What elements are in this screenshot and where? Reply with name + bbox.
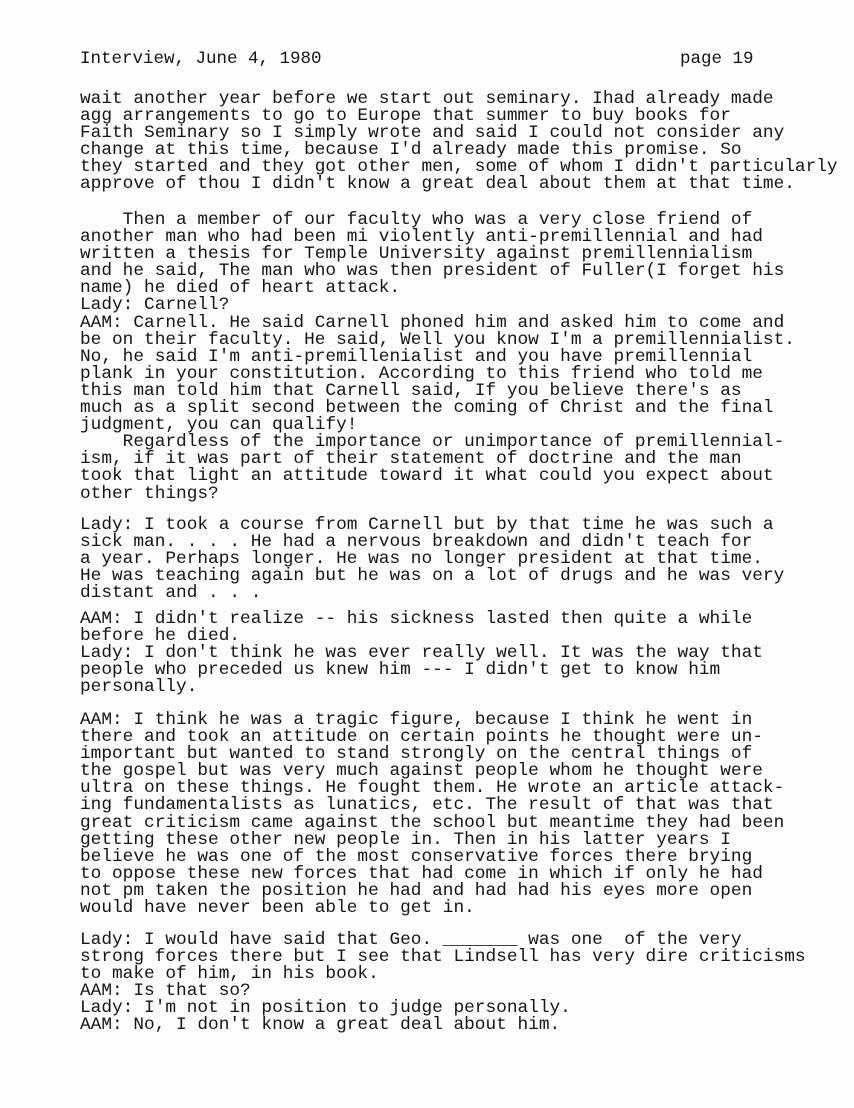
text-line: other things? <box>80 483 219 504</box>
text-line: He was teaching again but he was on a lot of drugs and he was very <box>80 566 785 587</box>
text-line: believe he was one of the most conservative forces there brying <box>80 846 753 867</box>
text-line: wait another year before we start out seminary. Ihad already made <box>80 89 774 109</box>
text-line: Lady: Carnell? <box>80 295 230 316</box>
text-line: there and took an attitude on certain points he thought were un- <box>80 727 763 748</box>
paragraph-block <box>80 611 763 696</box>
text-line: change at this time, because I'd already made this promise. So <box>80 140 742 161</box>
text-line: ism, if it was part of their statement of doctrine and the man <box>80 449 742 470</box>
text-line: took that light an attitude toward it what could you expect about <box>80 466 774 487</box>
text-line: agg arrangements to go to Europe that summer to buy books for <box>80 106 731 127</box>
text-line: be on their faculty. He said, Well you know I'm a premillennialist. <box>80 329 795 350</box>
text-line: Faith Seminary so I simply wrote and said I could not consider any <box>80 123 785 144</box>
text-line: a year. Perhaps longer. He was no longer president at that time. <box>80 549 763 570</box>
text-line: to make of him, in his book. <box>80 964 379 985</box>
text-line: judgment, you can qualify! <box>80 415 358 436</box>
text-line: great criticism came against the school but meantime they had been <box>80 812 785 833</box>
text-line: sick man. . . . He had a nervous breakdown and didn't teach for <box>80 532 753 553</box>
page-number: page 19 <box>680 49 754 69</box>
text-line: No, he said I'm anti-premillenialist and you have premillennial <box>80 346 753 367</box>
text-line: ing fundamentalists as lunatics, etc. The result of that was that <box>80 795 774 816</box>
paragraph-block <box>80 712 784 917</box>
text-line: AAM: Is that so? <box>80 981 251 1002</box>
text-line: Then a member of our faculty who was a very close friend of <box>80 210 753 230</box>
paragraph-block <box>80 932 806 1035</box>
text-line: Lady: I would have said that Geo. _______ was one of the very <box>80 930 742 950</box>
text-line: they started and they got other men, some of whom I didn't particularly <box>80 157 838 178</box>
paragraph-block <box>80 517 784 602</box>
text-line: to oppose these new forces that had come in which if only he had <box>80 863 763 884</box>
text-line: people who preceded us knew him --- I didn't get to know him <box>80 660 721 681</box>
text-line: and he said, The man who was then president of Fuller(I forget his <box>80 261 785 282</box>
text-line: Lady: I'm not in position to judge personally. <box>80 998 571 1019</box>
text-line: personally. <box>80 677 198 698</box>
text-line: name) he died of heart attack. <box>80 278 401 299</box>
text-line: Lady: I don't think he was ever really well. It was the way that <box>80 643 763 664</box>
text-line: important but wanted to stand strongly on the central things of <box>80 744 753 765</box>
paragraph-block <box>80 91 838 194</box>
text-line: plank in your constitution. According to this friend who told me <box>80 363 763 384</box>
text-line: AAM: I didn't realize -- his sickness lasted then quite a while <box>80 609 753 629</box>
text-line: Regardless of the importance or unimportance of premillennial- <box>80 432 785 453</box>
text-line: approve of thou I didn't know a great deal about them at that time. <box>80 174 795 195</box>
paragraph-block <box>80 212 795 503</box>
header-title: Interview, June 4, 1980 <box>80 49 322 69</box>
text-line: AAM: No, I don't know a great deal about him. <box>80 1015 561 1036</box>
text-line: getting these other new people in. Then in his latter years I <box>80 829 731 850</box>
text-line: AAM: Carnell. He said Carnell phoned him and asked him to come and <box>80 312 785 333</box>
text-line: written a thesis for Temple University against premillennialism <box>80 244 753 265</box>
text-line: strong forces there but I see that Lindsell has very dire criticisms <box>80 947 806 968</box>
text-line: much as a split second between the coming of Christ and the final <box>80 398 774 419</box>
text-line: distant and . . . <box>80 583 262 604</box>
text-line: Lady: I took a course from Carnell but by that time he was such a <box>80 515 774 535</box>
text-line: before he died. <box>80 626 241 647</box>
text-line: the gospel but was very much against people whom he thought were <box>80 761 763 782</box>
text-line: would have never been able to get in. <box>80 898 475 919</box>
text-line: not pm taken the position he had and had had his eyes more open <box>80 880 753 901</box>
text-line: another man who had been mi violently anti-premillennial and had <box>80 227 763 248</box>
text-line: AAM: I think he was a tragic figure, because I think he went in <box>80 710 753 730</box>
text-line: ultra on these things. He fought them. He wrote an article attack- <box>80 778 785 799</box>
text-line: this man told him that Carnell said, If you believe there's as <box>80 380 742 401</box>
